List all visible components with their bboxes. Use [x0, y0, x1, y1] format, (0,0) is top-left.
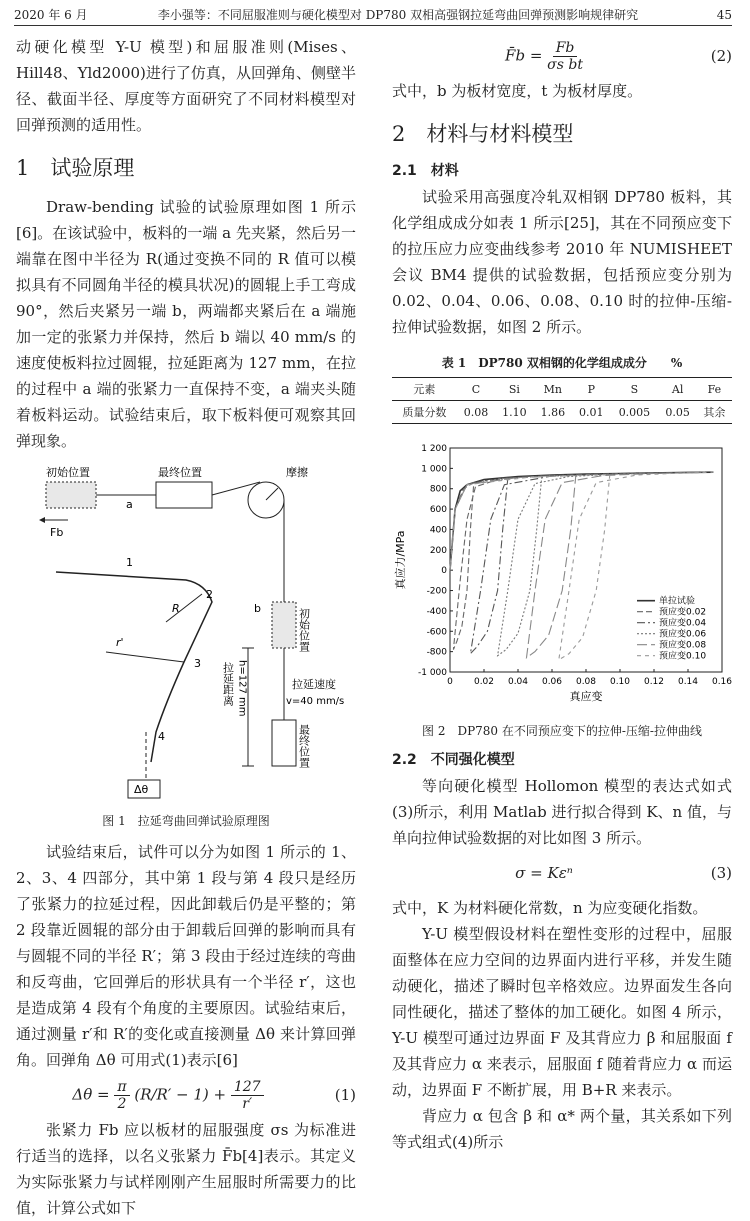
- equation-3: [392, 851, 732, 895]
- x-tick-label: 0.06: [541, 677, 563, 687]
- table-header-cell: Si: [508, 382, 520, 396]
- draw-speed-value: v=40 mm/s: [286, 696, 345, 707]
- eq2-lhs: F̄b =: [505, 46, 548, 64]
- eq1-middle: (R/R′ − 1) +: [134, 1085, 231, 1103]
- paragraph-intro-end: 动硬化模型 Y-U 模型)和屈服准则(Mises、Hill48、Yld2000)进行了仿真，从回弹角、侧壁半径、截面半径、厚度等方面研究了不同材料模型对回弹预测的适用性。: [16, 38, 356, 134]
- eq1-127: 127: [231, 1079, 264, 1096]
- paragraph-tension-force: 张紧力 Fb 应以板材的屈服强度 σs 为标准进行适当的选择，以名义张紧力 F̄b[4]表示。其定义为实际张紧力与试样刚刚产生屈服时所需要力的比值，计算公式如下: [16, 1121, 356, 1217]
- y-tick-label: 0: [441, 566, 447, 577]
- table-cell: 1.10: [502, 405, 527, 419]
- segment-2-label: 2: [206, 588, 213, 601]
- eq3-body: σ = Kεⁿ: [515, 864, 573, 882]
- table-cell: 0.005: [618, 405, 651, 419]
- eq2-numerator: Fb: [553, 40, 578, 57]
- equation-3-number: (3): [710, 864, 732, 882]
- draw-speed-label: 拉延速度: [292, 678, 336, 691]
- draw-distance-value: h=127 mm: [236, 660, 248, 717]
- figure-1-caption: 图 1 拉延弯曲回弹试验原理图: [102, 814, 270, 828]
- paragraph-segments: 试验结束后，试件可以分为如图 1 所示的 1、2、3、4 四部分，其中第 1 段与第 4 段只是经历了张紧力的拉延过程，因此卸载后仍是平整的；第 2 段靠近圆辊的部分由于卸载后回弹的影响而具有与圆辊不同的半径 R′；第 3 段由于经过连续的弯曲和反弯曲，它回弹后的形状具有一个半径 r′，这也是造成第 4 段有个角度的主要原因。试验结束后，通过测量 r′和 R′的变化或直接测量 Δθ 来计算回弹角。回弹角 Δθ 可用式(1)表示[6]: [16, 843, 356, 1069]
- table-cell: 0.01: [579, 405, 604, 419]
- equation-2-number: (2): [710, 47, 732, 65]
- y-tick-label: 600: [429, 505, 447, 516]
- section-heading-2: 2 材料与材料模型: [392, 122, 574, 146]
- paragraph-back-stress: 背应力 α 包含 β 和 α* 两个量，其关系如下列等式组式(4)所示: [392, 1107, 732, 1151]
- eq1-pi: π: [114, 1079, 129, 1096]
- x-tick-label: 0.12: [643, 677, 665, 687]
- figure-1: [16, 462, 356, 829]
- table-header-cell: Al: [671, 382, 684, 396]
- eq2-denominator: σs bt: [547, 56, 583, 73]
- y-tick-label: 400: [429, 525, 447, 536]
- table-header-cell: C: [471, 382, 481, 396]
- legend-label: 预应变0.04: [659, 618, 707, 629]
- radius-r-label: r': [116, 636, 124, 649]
- left-column: [16, 34, 356, 1221]
- initial-position-label: 初始位置: [46, 466, 90, 479]
- page-number: 45: [716, 7, 732, 22]
- final-position-label: 最终位置: [158, 466, 202, 479]
- series-line: [450, 472, 714, 570]
- paragraph-principle: Draw-bending 试验的试验原理如图 1 所示[6]。在该试验中，板料的一端 a 先夹紧，然后另一端靠在图中半径为 R(通过变换不同的 R 值可以模拟具有不同圆角半径的模具状况)的圆辊上手工弯成 90°，然后夹紧另一端 b，两端都夹紧后在 a 端施加一定的张紧力并保持，然后 b 端以 40 mm/s 的速度使板料拉过圆辊，拉延距离为 127 mm，在拉的过程中 a 端的张紧力一直保持不变，a 端夹头随着板料运动。试验结束后，取下板料便可观察其回弹现象。: [16, 198, 356, 450]
- segment-3-label: 3: [194, 657, 201, 670]
- table-header-row: [392, 378, 732, 401]
- subsection-heading-2-1: 2.1 材料: [392, 163, 459, 179]
- header-title: 李小强等：不同屈服准则与硬化模型对 DP780 双相高强钢拉延弯曲回弹预测影响规律研究: [157, 8, 639, 22]
- x-tick-label: 0.08: [575, 677, 597, 687]
- bent-sheet: [56, 572, 212, 762]
- friction-label: 摩擦: [286, 466, 308, 479]
- draw-distance-label: 拉延距离: [221, 662, 235, 706]
- table-header-cell: 元素: [413, 383, 436, 396]
- y-tick-label: -1 000: [417, 668, 447, 678]
- delta-theta-label: Δθ: [134, 783, 149, 796]
- y-tick-label: 200: [429, 545, 447, 556]
- initial-clamp-a: [46, 482, 96, 508]
- legend-label: 预应变0.08: [659, 640, 707, 651]
- table-row: [392, 401, 732, 424]
- y-tick-label: 1 200: [421, 444, 447, 454]
- table-header-cell: Mn: [543, 382, 563, 396]
- table-cell: 1.86: [540, 405, 566, 419]
- eq1-lhs: Δθ =: [72, 1085, 115, 1103]
- equation-2: [392, 34, 732, 78]
- subsection-heading-2-2: 2.2 不同强化模型: [392, 752, 515, 768]
- table-header-cell: P: [587, 382, 595, 396]
- y-axis-label: 真应力/MPa: [394, 530, 407, 590]
- table-cell: 0.08: [463, 405, 489, 419]
- x-tick-label: 0.02: [473, 677, 495, 687]
- y-tick-label: 1 000: [421, 464, 447, 475]
- composition-table: [392, 377, 732, 424]
- x-tick-label: 0: [447, 677, 453, 687]
- figure-2: [392, 440, 732, 739]
- legend-label: 预应变0.02: [659, 607, 707, 618]
- right-column: [392, 34, 732, 1155]
- eq1-r: r′: [242, 1095, 253, 1112]
- y-tick-label: -800: [426, 647, 447, 658]
- x-tick-label: 0.14: [677, 677, 699, 687]
- table-1-title: 表 1 DP780 双相钢的化学组成成分 %: [441, 356, 683, 370]
- final-clamp-b: [272, 720, 296, 766]
- point-a-label: a: [126, 498, 133, 511]
- initial-position-vertical-label: 初始位置: [297, 608, 311, 652]
- y-tick-label: -400: [426, 606, 447, 617]
- paragraph-hollomon: 等向硬化模型 Hollomon 模型的表达式如式(3)所示，利用 Matlab 进行拟合得到 K、n 值，与单向拉伸试验数据的对比如图 3 所示。: [392, 777, 732, 847]
- paragraph-eq2-explain: 式中，b 为板材宽度，t 为板材厚度。: [392, 82, 643, 100]
- legend-label: 预应变0.10: [659, 651, 707, 662]
- stress-strain-chart: [392, 440, 732, 712]
- x-tick-label: 0.04: [507, 677, 529, 687]
- segment-1-label: 1: [126, 556, 133, 569]
- table-cell: 0.05: [665, 405, 690, 419]
- section-heading-1: 1 试验原理: [16, 156, 135, 180]
- y-tick-label: -200: [426, 586, 447, 597]
- paragraph-material: 试验采用高强度冷轧双相钢 DP780 板料，其化学组成成分如表 1 所示[25]，其在不同预应变下的拉压应力应变曲线参考 2010 年 NUMISHEET 会议 BM4 提供的试验数据，包括预应变分别为 0.02、0.04、0.06、0.08、0.10 时的拉伸-压缩-拉伸试验数据，如图 2 所示。: [392, 188, 732, 336]
- draw-bending-diagram: [16, 462, 356, 802]
- table-header-cell: Fe: [707, 382, 722, 396]
- table-cell: 其余: [703, 406, 726, 419]
- header-year: 2020 年 6 月: [14, 8, 88, 22]
- final-position-vertical-label: 最终位置: [297, 724, 311, 768]
- equation-1: [16, 1073, 356, 1117]
- x-axis-label: 真应变: [569, 690, 603, 703]
- fb-label: Fb: [50, 526, 64, 539]
- y-tick-label: 800: [429, 484, 447, 495]
- table-cell: 质量分数: [402, 406, 447, 419]
- running-header: [14, 4, 732, 26]
- y-tick-label: -600: [426, 627, 447, 638]
- legend-label: 单拉试验: [659, 596, 696, 607]
- point-b-label: b: [254, 602, 261, 615]
- eq1-two: 2: [117, 1095, 127, 1112]
- final-clamp-a: [156, 482, 212, 508]
- x-tick-label: 0.16: [711, 677, 732, 687]
- legend-label: 预应变0.06: [659, 629, 707, 640]
- equation-1-number: (1): [334, 1086, 356, 1104]
- figure-2-caption: 图 2 DP780 在不同预应变下的拉伸-压缩-拉伸曲线: [422, 724, 702, 738]
- x-tick-label: 0.10: [609, 677, 631, 687]
- paragraph-eq3-explain: 式中，K 为材料硬化常数，n 为应变硬化指数。: [392, 899, 708, 917]
- initial-clamp-b: [272, 602, 296, 648]
- radius-R-label: R: [172, 602, 180, 615]
- paragraph-yu-model: Y-U 模型假设材料在塑性变形的过程中，屈服面整体在应力空间的边界面内进行平移，并发生随动硬化，描述了瞬时包辛格效应。边界面发生各向同性硬化，描述了整体的加工硬化。如图 4 所示，Y-U 模型可通过边界面 F 及其背应力 β 和屈服面 f 及其背应力 α 来表示，屈服面 f 随着背应力 α 而运动，边界面 F 不断扩展，用 B+R 来表示。: [392, 925, 732, 1099]
- segment-4-label: 4: [158, 730, 165, 743]
- table-header-cell: S: [630, 382, 639, 396]
